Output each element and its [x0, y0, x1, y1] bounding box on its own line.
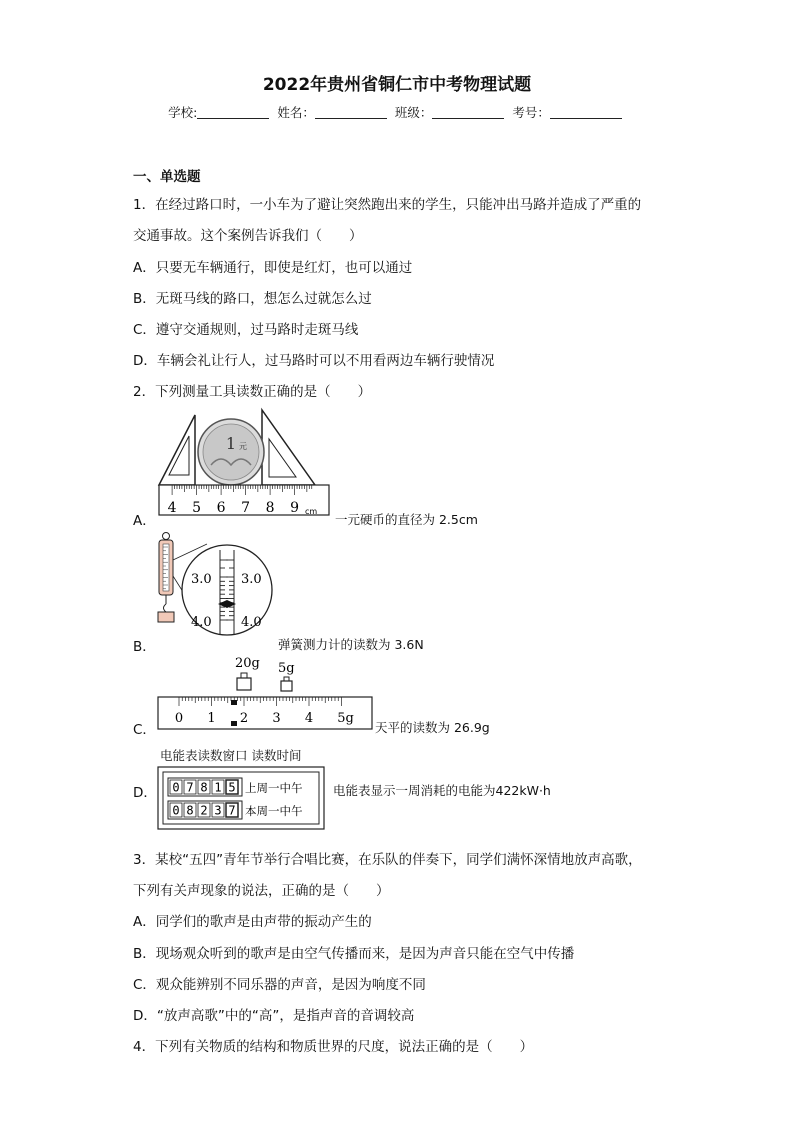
q3-stem-line2: 下列有关声现象的说法，正确的是（ ） [133, 883, 390, 899]
electricity-meter-figure [157, 766, 329, 832]
q3-option-a: A．同学们的歌声是由声带的振动产生的 [133, 914, 372, 930]
coin-unit: 元 [239, 442, 247, 451]
meter-header: 电能表读数窗口 读数时间 [160, 748, 302, 763]
beam-tick-label: 1 [207, 711, 216, 726]
section-heading: 一、单选题 [133, 169, 201, 185]
magnified-label-bottom-left: 4.0 [191, 615, 212, 630]
meter-digit: 8 [200, 780, 208, 795]
q1-option-b: B．无斑马线的路口，想怎么过就怎么过 [133, 291, 372, 307]
meter-digit: 3 [214, 803, 222, 818]
balance-hook-top [163, 533, 170, 540]
page-title: 2022年贵州省铜仁市中考物理试题 [262, 75, 532, 95]
weight-20g [237, 678, 251, 690]
ruler-tick-label: 4 [167, 500, 177, 516]
right-set-square [262, 410, 315, 485]
magnified-label-bottom-right: 4.0 [241, 615, 262, 630]
beam-tick-label: 4 [304, 711, 314, 726]
name-label: 姓名： [277, 105, 315, 120]
left-set-square-inner [169, 436, 189, 475]
meter-row2-label: 本周一中午 [245, 804, 303, 818]
weight-5g [281, 681, 292, 691]
q1-option-c: C．遵守交通规则，过马路时走斑马线 [133, 322, 359, 338]
q2-option-a-caption: 一元硬币的直径为 2.5cm [335, 512, 478, 527]
magnified-label-top-right: 3.0 [241, 572, 262, 587]
q3-stem-line1: 3．某校“五四”青年节举行合唱比赛，在乐队的伴奏下，同学们满怀深情地放声高歌， [133, 852, 642, 868]
id-label: 考号： [512, 105, 550, 120]
q2-option-a-letter: A． [133, 513, 156, 529]
spring-balance-figure [155, 530, 275, 645]
magnified-label-top-left: 3.0 [191, 572, 212, 587]
meter-digit: 8 [186, 803, 194, 818]
q1-stem-line1: 1．在经过路口时，一小车为了避让突然跑出来的学生，只能冲出马路并造成了严重的 [133, 197, 642, 213]
q1-option-d: D．车辆会礼让行人，过马路时可以不用看两边车辆行驶情况 [133, 353, 495, 369]
balance-hook [164, 604, 167, 612]
meter-digit: 0 [172, 803, 180, 818]
q1-stem-line2: 交通事故。这个案例告诉我们（ ） [133, 228, 363, 244]
meter-digit: 1 [214, 780, 222, 795]
q3-option-d: D．“放声高歌”中的“高”，是指声音的音调较高 [133, 1008, 415, 1024]
q2-option-b-caption: 弹簧测力计的读数为 3.6N [278, 637, 424, 652]
ruler-tick-label: 8 [265, 500, 275, 516]
meter-digit: 7 [228, 803, 236, 818]
coin-ruler-figure [155, 405, 335, 520]
weight-5g-label: 5g [278, 661, 295, 676]
q2-stem: 2．下列测量工具读数正确的是（ ） [133, 384, 372, 400]
student-info-line [0, 103, 794, 121]
balance-beam-figure [155, 652, 377, 734]
name-blank [315, 106, 387, 119]
weight-20g-knob [241, 673, 247, 678]
class-blank [432, 106, 504, 119]
meter-digit: 2 [200, 803, 208, 818]
q4-stem: 4．下列有关物质的结构和物质世界的尺度，说法正确的是（ ） [133, 1039, 534, 1055]
beam-tick-label: 2 [239, 711, 249, 726]
q1-option-a: A．只要无车辆通行，即使是红灯，也可以通过 [133, 260, 413, 276]
q2-option-d-caption: 电能表显示一周消耗的电能为422kW·h [333, 783, 551, 798]
ruler-tick-label: 9 [290, 500, 300, 516]
ruler-tick-label: 5 [192, 500, 202, 516]
beam-tick-label: 3 [272, 711, 281, 726]
ruler-tick-label: 7 [241, 500, 251, 516]
rider-top [231, 700, 237, 705]
meter-digit: 7 [186, 780, 194, 795]
meter-digit: 0 [172, 780, 180, 795]
meter-row1-label: 上周一中午 [245, 781, 303, 795]
hanging-weight [158, 612, 174, 622]
q3-option-c: C．观众能辨别不同乐器的声音，是因为响度不同 [133, 977, 426, 993]
beam-tick-label: 5g [337, 711, 354, 726]
q2-option-b-letter: B． [133, 639, 156, 655]
meter-row1-digits [170, 780, 238, 795]
q2-option-c-letter: C． [133, 722, 156, 738]
beam-tick-label: 0 [174, 711, 184, 726]
meter-row2-digits [170, 803, 238, 818]
id-blank [550, 106, 622, 119]
q3-option-b: B．现场观众听到的歌声是由空气传播而来，是因为声音只能在空气中传播 [133, 946, 575, 962]
q2-option-d-letter: D． [133, 785, 157, 801]
class-label: 班级： [394, 105, 433, 120]
rider-bottom [231, 721, 237, 726]
weight-20g-label: 20g [235, 656, 260, 671]
ruler-tick-label: 6 [216, 500, 226, 516]
school-label: 学校: [168, 105, 198, 120]
ruler-unit: cm [305, 507, 318, 516]
q2-option-c-caption: 天平的读数为 26.9g [375, 720, 490, 735]
right-set-square-inner [269, 439, 296, 477]
coin-value: 1 [225, 434, 237, 453]
meter-digit: 5 [228, 780, 236, 795]
school-blank [197, 106, 269, 119]
